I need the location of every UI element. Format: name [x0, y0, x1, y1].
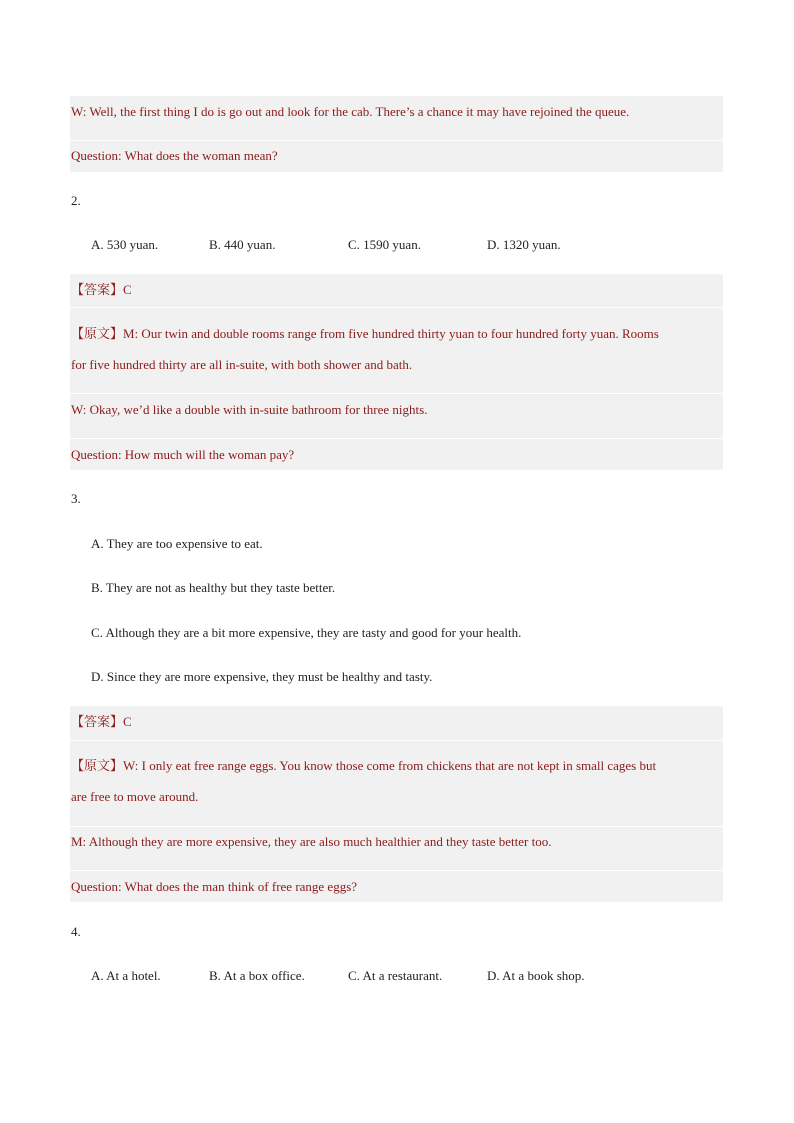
q4-number: 4.: [71, 924, 81, 939]
q2-option-a: A. 530 yuan.: [91, 237, 159, 252]
transcript-tag: 【原文】: [71, 326, 124, 341]
q3-option-a: A. They are too expensive to eat.: [91, 536, 263, 551]
q1-question: Question: What does the woman mean?: [71, 148, 278, 163]
q2-woman-line: W: Okay, we’d like a double with in-suite bathroom for three nights.: [71, 402, 428, 417]
transcript-text: M: Our twin and double rooms range from five hundred thirty yuan to four hundred forty yuan. Rooms: [123, 326, 659, 341]
q4-option-c: C. At a restaurant.: [348, 968, 443, 983]
answer-value: C: [123, 282, 132, 297]
answer-tag: 【答案】: [71, 714, 124, 729]
q2-number: 2.: [71, 193, 81, 208]
q2-divider-1: [70, 307, 723, 308]
q4-option-d: D. At a book shop.: [487, 968, 585, 983]
q2-transcript-line1: [71, 325, 659, 343]
q2-option-b: B. 440 yuan.: [209, 237, 276, 252]
q2-option-d: D. 1320 yuan.: [487, 237, 561, 252]
q3-divider-3: [70, 870, 723, 871]
transcript-text: W: I only eat free range eggs. You know those come from chickens that are not kept in small cages but: [123, 758, 657, 773]
q2-divider-3: [70, 438, 723, 439]
answer-tag: 【答案】: [71, 282, 124, 297]
q3-divider-2: [70, 826, 723, 827]
q3-question: Question: What does the man think of free range eggs?: [71, 879, 358, 894]
answer-value: C: [123, 714, 132, 729]
q3-option-c: C. Although they are a bit more expensive, they are tasty and good for your health.: [91, 625, 522, 640]
q1-divider: [70, 140, 723, 141]
q2-option-c: C. 1590 yuan.: [348, 237, 421, 252]
q2-question: Question: How much will the woman pay?: [71, 447, 295, 462]
q2-transcript-line2: for five hundred thirty are all in-suite, with both shower and bath.: [71, 357, 413, 372]
q1-woman-line: W: Well, the first thing I do is go out and look for the cab. There’s a chance it may have rejoined the queue.: [71, 104, 630, 119]
q3-answer: [71, 713, 132, 731]
q2-divider-2: [70, 393, 723, 394]
q4-option-b: B. At a box office.: [209, 968, 305, 983]
q3-man-line: M: Although they are more expensive, they are also much healthier and they taste better too.: [71, 834, 552, 849]
q3-divider-1: [70, 740, 723, 741]
q2-answer: [71, 281, 132, 299]
q3-transcript-line2: are free to move around.: [71, 789, 199, 804]
q3-transcript-line1: [71, 757, 656, 775]
q4-option-a: A. At a hotel.: [91, 968, 161, 983]
transcript-tag: 【原文】: [71, 758, 124, 773]
q3-number: 3.: [71, 491, 81, 506]
q3-option-d: D. Since they are more expensive, they must be healthy and tasty.: [91, 669, 433, 684]
q3-option-b: B. They are not as healthy but they taste better.: [91, 580, 336, 595]
